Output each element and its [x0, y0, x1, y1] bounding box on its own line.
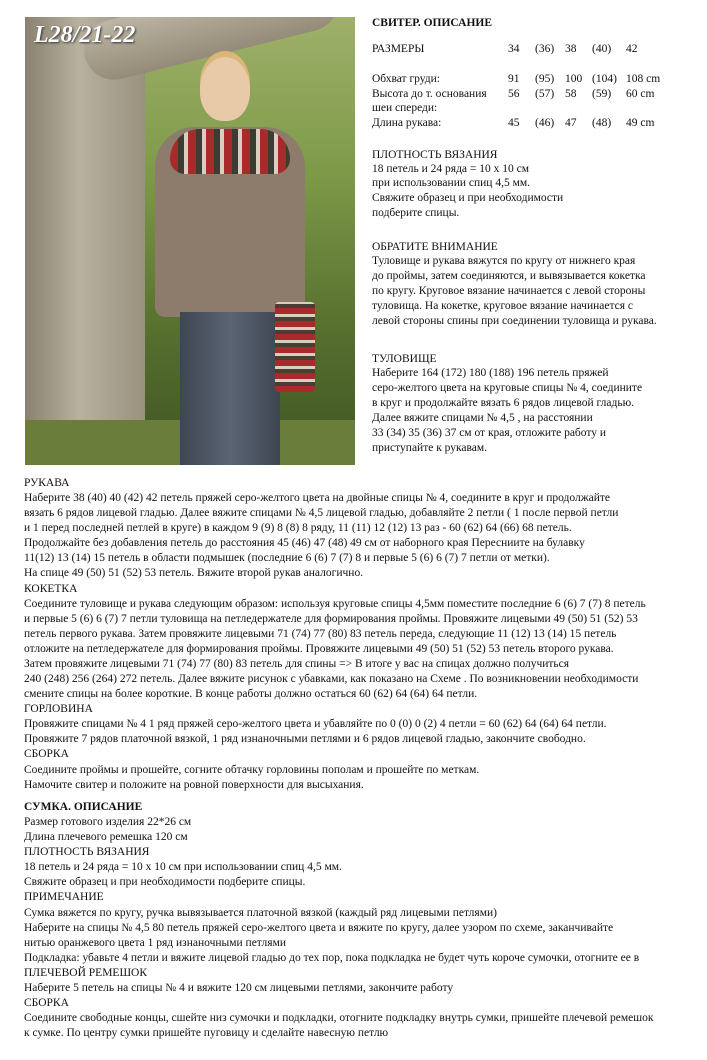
measurement-value: 47 — [565, 116, 577, 129]
sleeves-line: Продолжайте без добавления петель до расстояния 45 (46) 47 (48) 49 см от наборного края Пересниите на булавку — [24, 537, 585, 549]
bag-note-line: нитью оранжевого цвета 1 ряд изнаночными петлями — [24, 937, 287, 949]
measurement-value: 60 cm — [626, 87, 655, 100]
note-line: по кругу. Круговое вязание начинается с левой стороны — [372, 285, 646, 297]
note-line: туловища. На кокетке, круговое вязание начинается с — [372, 300, 634, 312]
body-line: приступайте к рукавам. — [372, 442, 488, 454]
measurement-label: Обхват груди: — [372, 73, 440, 85]
measurement-value: 58 — [565, 87, 577, 100]
measurement-value: (46) — [535, 116, 555, 129]
sleeves-line: и 1 перед последней петлей в круге) в каждом 9 (9) 8 (8) 8 ряду, 11 (11) 12 (12) 13 раз - 60 (62) 64 (66) 68 петель. — [24, 522, 572, 534]
measurement-value — [535, 101, 565, 116]
bag-note-line: Наберите на спицы № 4,5 80 петель пряжей серо-желтого цвета и вяжите по кругу, далее узором по схеме, заканчивайте — [24, 922, 614, 934]
note-title: ОБРАТИТЕ ВНИМАНИЕ — [372, 241, 498, 253]
yoke-line: Затем провяжите лицевыми 71 (74) 77 (80) 83 петель для спины => В итоге у вас на спицах должно получиться — [24, 658, 570, 670]
neck-line: Провяжите спицами № 4 1 ряд пряжей серо-желтого цвета и убавляйте по 0 (0) 0 (2) 4 петли = 60 (62) 64 (64) 64 петли. — [24, 718, 607, 730]
yoke-line: и первые 5 (6) 6 (7) 7 петли туловища на петледержателе для формирования проймы. Провяжите лицевыми 49 (50) 51 (52) 53 — [24, 613, 638, 625]
gauge-line: 18 петель и 24 ряда = 10 х 10 см — [372, 163, 530, 175]
bag-gauge-title: ПЛОТНОСТЬ ВЯЗАНИЯ — [24, 846, 150, 858]
bag-intro-line: Размер готового изделия 22*26 см — [24, 816, 192, 828]
jeans-shape — [180, 312, 280, 465]
measurement-value: (57) — [535, 87, 555, 100]
measurement-value: (104) — [592, 73, 617, 85]
size-cell: (36) — [535, 43, 555, 55]
gauge-title: ПЛОТНОСТЬ ВЯЗАНИЯ — [372, 149, 498, 161]
assembly-line: Намочите свитер и положите на ровной поверхности для высыхания. — [24, 779, 364, 791]
yoke-line: отложите на петледержателе для формирования проймы. Провяжите лицевыми 49 (50) 51 (52) 53 петель второго рукава. — [24, 643, 614, 655]
body-line: серо-желтого цвета на круговые спицы № 4, соедините — [372, 382, 643, 394]
bag-assembly-title: СБОРКА — [24, 997, 69, 1009]
body-title: ТУЛОВИЩЕ — [372, 353, 437, 365]
body-line: Далее вяжите спицами № 4,5 , на расстоянии — [372, 412, 593, 424]
sleeves-line: Наберите 38 (40) 40 (42) 42 петель пряжей серо-желтого цвета на двойные спицы № 4, соедините в круг и продолжайте — [24, 492, 611, 504]
body-line: в круг и продолжайте вязать 6 рядов лицевой гладью. — [372, 397, 635, 409]
head-shape — [200, 57, 250, 121]
bag-strap-title: ПЛЕЧЕВОЙ РЕМЕШОК — [24, 967, 148, 979]
measurement-value: 100 — [565, 73, 583, 85]
measurement-row — [372, 72, 660, 87]
sizes-table — [372, 42, 638, 57]
measurement-value: 56 — [508, 87, 520, 100]
measurement-value: (95) — [535, 73, 555, 85]
note-line: до проймы, затем соединяются, и вывязывается кокетка — [372, 270, 646, 282]
assembly-title: СБОРКА — [24, 748, 69, 760]
model-figure — [145, 57, 315, 465]
bag-note-line: Подкладка: убавьте 4 петли и вяжите лицевой гладью до тех пор, пока подкладка не будет чуть короче сумочки, отогните ее в — [24, 952, 640, 964]
measurement-value: 91 — [508, 73, 520, 85]
note-line: Туловище и рукава вяжутся по кругу от нижнего края — [372, 255, 636, 267]
gauge-line: Свяжите образец и при необходимости — [372, 192, 564, 204]
sleeves-line: На спице 49 (50) 51 (52) 53 петель. Вяжите второй рукав аналогично. — [24, 567, 364, 579]
bag-gauge-line: Свяжите образец и при необходимости подберите спицы. — [24, 876, 306, 888]
gauge-line: подберите спицы. — [372, 207, 460, 219]
bag-strap-line: Наберите 5 петель на спицы № 4 и вяжите 120 см лицевыми петлями, закончите работу — [24, 982, 454, 994]
bag-intro-line: Длина плечевого ремешка 120 см — [24, 831, 188, 843]
measurement-label: шеи спереди: — [372, 102, 438, 115]
measurement-value: 108 cm — [626, 73, 661, 85]
yoke-line: смените спицы на более короткие. В конце работы должно остаться 60 (62) 64 (64) 64 петли. — [24, 688, 478, 700]
bag-title: СУМКА. ОПИСАНИЕ — [24, 801, 143, 813]
cover-photo — [25, 17, 355, 465]
bag-assembly-line: к сумке. По центру сумки пришейте пуговицу и сделайте навесную петлю — [24, 1027, 389, 1039]
measurements-table — [372, 72, 660, 130]
measurement-row — [372, 101, 660, 116]
size-cell: (40) — [592, 43, 612, 55]
measurement-value: (48) — [592, 116, 612, 129]
sleeves-line: 11(12) 13 (14) 15 петель в области подмышек (последние 6 (6) 7 (7) 8 и первые 5 (6) 6 (7) 7 петли от метки). — [24, 552, 550, 564]
assembly-line: Соедините проймы и прошейте, согните обтачку горловины пополам и прошейте по меткам. — [24, 764, 480, 776]
measurement-value — [508, 101, 535, 116]
measurement-value — [565, 101, 592, 116]
bag-assembly-line: Соедините свободные концы, сшейте низ сумочки и подкладки, отогните подкладку внутрь сумки, пришейте плечевой ремешок — [24, 1012, 654, 1024]
bag-note-title: ПРИМЕЧАНИЕ — [24, 891, 104, 903]
neck-line: Провяжите 7 рядов платочной вязкой, 1 ряд изнаночными петлями и 6 рядов лицевой гладью, закончите свободно. — [24, 733, 586, 745]
yoke-line: 240 (248) 256 (264) 272 петель. Далее вяжите рисунок с убавками, как показано на Схеме . По возникновении необходимости — [24, 673, 639, 685]
bag-shape — [275, 302, 315, 392]
yoke-line: Соедините туловище и рукава следующим образом: используя круговые спицы 4,5мм поместите последние 6 (6) 7 (7) 8 петель — [24, 598, 646, 610]
tree-trunk — [25, 17, 145, 465]
measurement-row — [372, 87, 660, 102]
bag-note-line: Сумка вяжется по кругу, ручка вывязывается платочной вязкой (каждый ряд лицевыми петлями) — [24, 907, 497, 919]
yoke-pattern — [170, 129, 290, 174]
measurement-value — [626, 101, 660, 116]
yoke-line: петель первого рукава. Затем провяжите лицевыми 71 (74) 77 (80) 83 петель переда, следующие 11 (12) 13 (14) 15 петель — [24, 628, 617, 640]
body-line: Наберите 164 (172) 180 (188) 196 петель пряжей — [372, 367, 609, 379]
measurement-label: Длина рукава: — [372, 116, 442, 129]
measurement-label: Высота до т. основания — [372, 87, 487, 100]
yoke-title: КОКЕТКА — [24, 583, 78, 595]
sleeves-line: вязать 6 рядов лицевой гладью. Далее вяжите спицами № 4,5 лицевой гладью, добавляйте 2 петли ( 1 после первой петли — [24, 507, 619, 519]
measurement-value: (59) — [592, 87, 612, 100]
photo-code: L28/21-22 — [34, 22, 136, 48]
neck-title: ГОРЛОВИНА — [24, 703, 93, 715]
sweater-title: СВИТЕР. ОПИСАНИЕ — [372, 17, 493, 29]
sizes-row — [372, 42, 638, 57]
body-line: 33 (34) 35 (36) 37 см от края, отложите работу и — [372, 427, 607, 439]
measurement-value: 45 — [508, 116, 520, 129]
size-cell: 42 — [626, 43, 638, 55]
sizes-label: РАЗМЕРЫ — [372, 43, 425, 55]
measurement-row — [372, 116, 660, 131]
size-cell: 38 — [565, 43, 577, 55]
measurement-value — [592, 101, 626, 116]
measurement-value: 49 cm — [626, 116, 655, 129]
size-cell: 34 — [508, 43, 520, 55]
sleeves-title: РУКАВА — [24, 477, 70, 489]
bag-gauge-line: 18 петель и 24 ряда = 10 х 10 см при использовании спиц 4,5 мм. — [24, 861, 342, 873]
gauge-line: при использовании спиц 4,5 мм. — [372, 177, 530, 189]
note-line: левой стороны спины при соединении туловища и рукава. — [372, 315, 657, 327]
